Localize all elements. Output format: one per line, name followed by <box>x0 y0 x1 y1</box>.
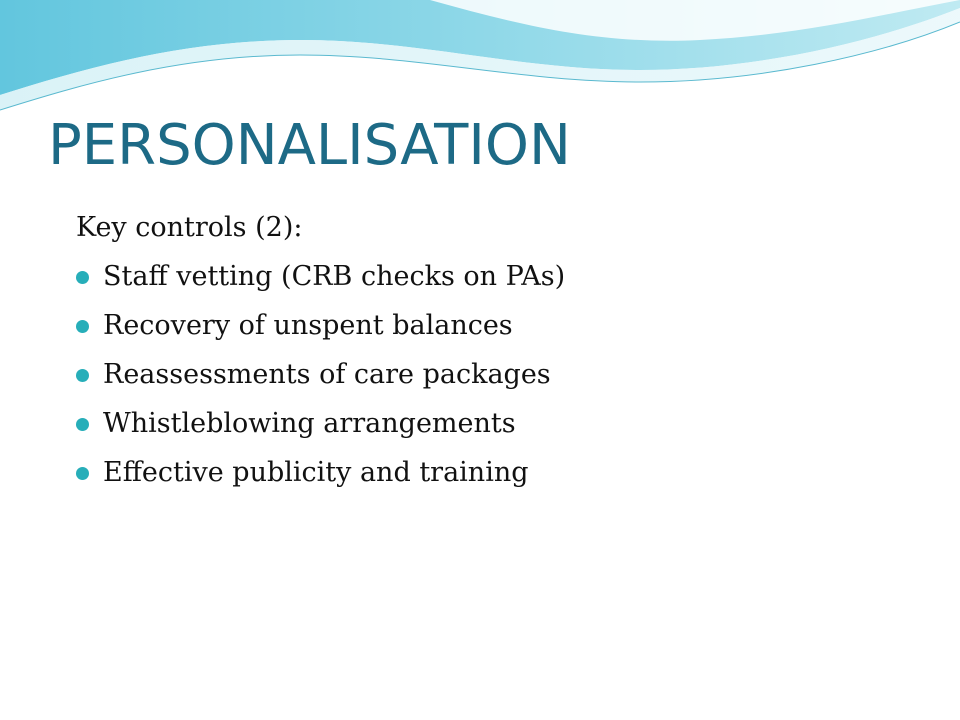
bullet-dot-icon <box>76 320 89 333</box>
bullet-dot-icon <box>76 467 89 480</box>
key-controls-heading: Key controls (2): <box>76 212 303 243</box>
slide-body <box>76 210 896 505</box>
bullet-dot-icon <box>76 418 89 431</box>
bullet-dot-icon <box>76 369 89 382</box>
bullet-item <box>76 406 896 441</box>
bullet-item <box>76 308 896 343</box>
bullet-dot-icon <box>76 271 89 284</box>
slide-title: PERSONALISATION <box>48 113 571 178</box>
bullet-text: Reassessments of care packages <box>103 359 551 391</box>
bullet-list <box>76 259 896 490</box>
bullet-item <box>76 455 896 490</box>
bullet-text: Effective publicity and training <box>103 457 529 489</box>
bullet-text: Staff vetting (CRB checks on PAs) <box>103 261 566 293</box>
bullet-item <box>76 357 896 392</box>
bullet-text: Recovery of unspent balances <box>103 310 513 342</box>
bullet-item <box>76 259 896 294</box>
bullet-text: Whistleblowing arrangements <box>103 408 516 440</box>
